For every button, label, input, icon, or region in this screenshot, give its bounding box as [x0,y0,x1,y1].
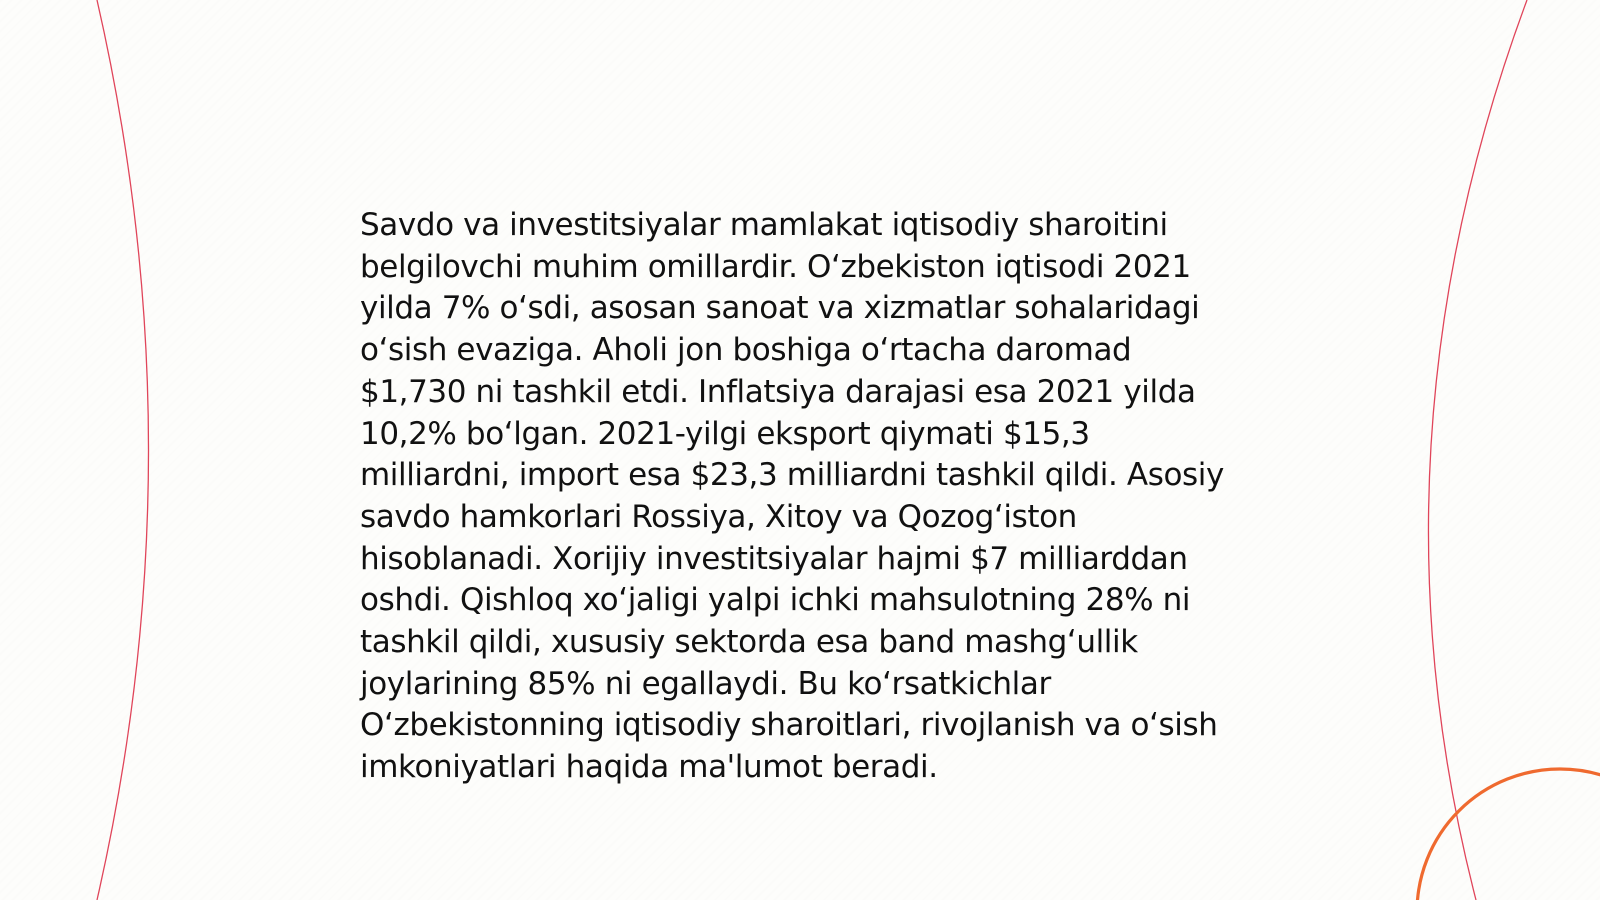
left-arc [97,0,149,900]
right-arc [1428,0,1527,900]
body-paragraph: Savdo va investitsiyalar mamlakat iqtisodiy sharoitini belgilovchi muhim omillardir. O‘zbekiston iqtisodi 2021 yilda 7% o‘sdi, asosan sanoat va xizmatlar sohalaridagi o‘sish evaziga. Aholi jon boshiga o‘rtacha daromad $1,730 ni tashkil etdi. Inflatsiya darajasi esa 2021 yilda 10,2% bo‘lgan. 2021-yilgi eksport qiymati $15,3 milliardni, import esa $23,3 milliardni tashkil qildi. Asosiy savdo hamkorlari Rossiya, Xitoy va Qozog‘iston hisoblanadi. Xorijiy investitsiyalar hajmi $7 milliarddan oshdi. Qishloq xo‘jaligi yalpi ichki mahsulotning 28% ni tashkil qildi, xususiy sektorda esa band mashg‘ullik joylarining 85% ni egallaydi. Bu ko‘rsatkichlar O‘zbekistonning iqtisodiy sharoitlari, rivojlanish va o‘sish imkoniyatlari haqida ma'lumot beradi. [360,207,1224,786]
orange-circle-arc [1417,769,1600,900]
